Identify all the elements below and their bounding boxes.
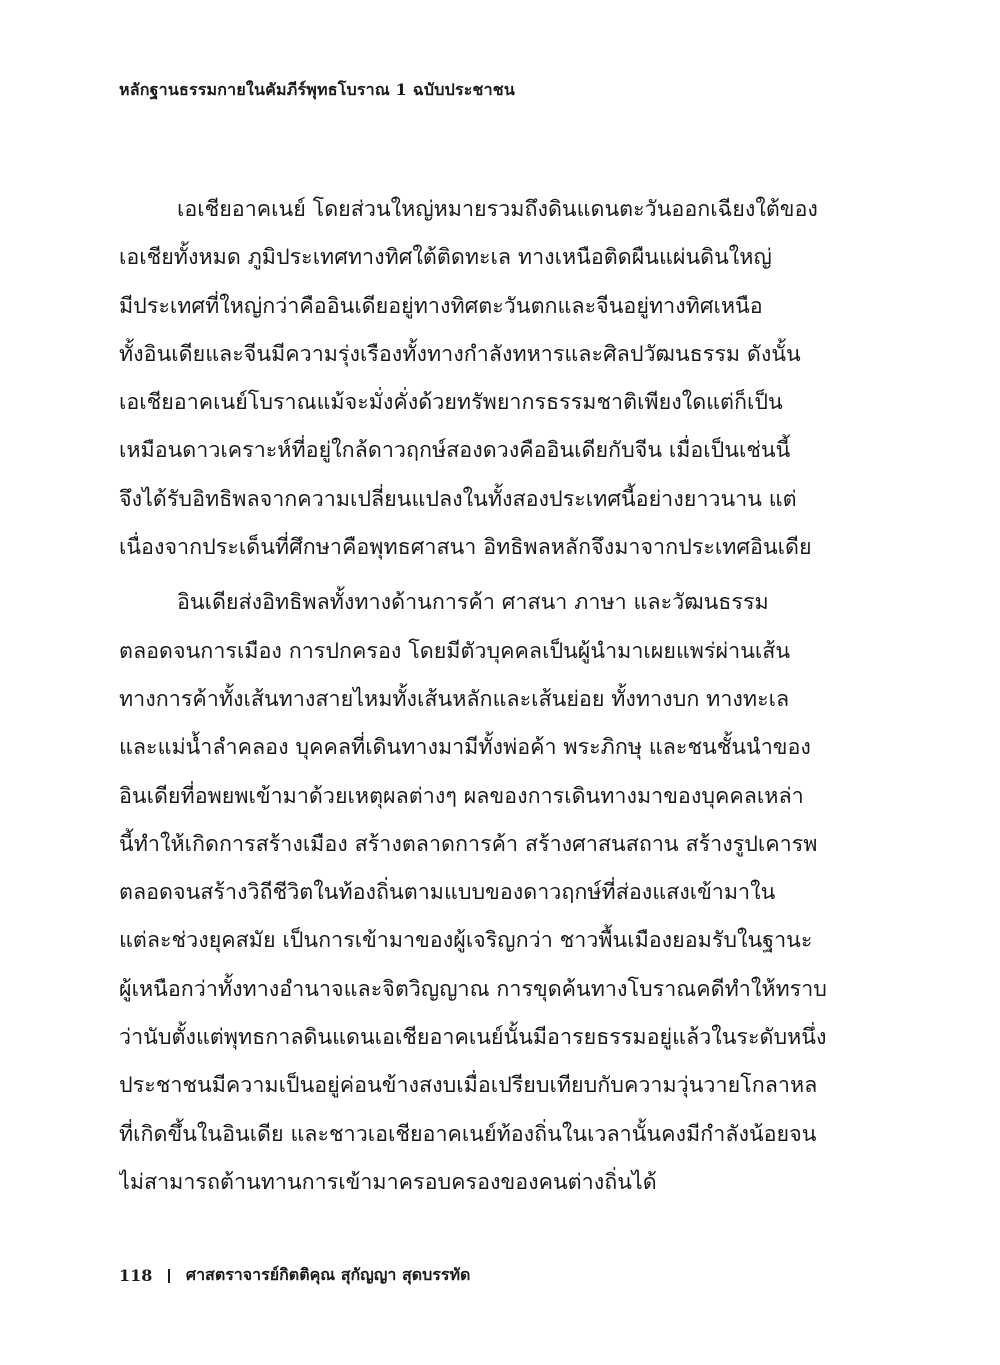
paragraph-1 — [119, 186, 859, 572]
text-line: อินเดียที่อพยพเข้ามาด้วยเหตุผลต่างๆ ผลของการเดินทางมาของบุคคลเหล่า — [119, 783, 804, 809]
running-header-title: หลักฐานธรรมกายในคัมภีร์พุทธโบราณ 1 ฉบับประชาชน — [119, 80, 515, 99]
text-line: เอเชียอาคเนย์ โดยส่วนใหญ่หมายรวมถึงดินแดนตะวันออกเฉียงใต้ของ — [177, 197, 818, 222]
text-line: เนื่องจากประเด็นที่ศึกษาคือพุทธศาสนา อิทธิพลหลักจึงมาจากประเทศอินเดีย — [119, 535, 812, 561]
paragraph-2 — [119, 579, 859, 1207]
text-line: ประชาชนมีความเป็นอยู่ค่อนข้างสงบเมื่อเปรียบเทียบกับความวุ่นวายโกลาหล — [119, 1073, 818, 1099]
text-line: เหมือนดาวเคราะห์ที่อยู่ใกล้ดาวฤกษ์สองดวงคืออินเดียกับจีน เมื่อเป็นเช่นนี้ — [119, 438, 791, 464]
text-line: ตลอดจนการเมือง การปกครอง โดยมีตัวบุคคลเป็นผู้นำมาเผยแพร่ผ่านเส้น — [119, 638, 791, 664]
text-line: ผู้เหนือกว่าทั้งทางอำนาจและจิตวิญญาณ การขุดค้นทางโบราณคดีทำให้ทราบ — [119, 976, 827, 1002]
text-line: เอเชียทั้งหมด ภูมิประเทศทางทิศใต้ติดทะเล ทางเหนือติดผืนแผ่นดินใหญ่ — [119, 245, 772, 271]
text-line: ที่เกิดขึ้นในอินเดีย และชาวเอเชียอาคเนย์ท้องถิ่นในเวลานั้นคงมีกำลังน้อยจน — [119, 1121, 817, 1147]
footer-divider — [168, 1269, 170, 1283]
text-line: และแม่น้ำลำคลอง บุคคลที่เดินทางมามีทั้งพ่อค้า พระภิกษุ และชนชั้นนำของ — [119, 735, 811, 761]
text-line: อินเดียส่งอิทธิพลทั้งทางด้านการค้า ศาสนา ภาษา และวัฒนธรรม — [177, 590, 769, 616]
page-footer — [119, 1263, 470, 1288]
text-line: ตลอดจนสร้างวิถีชีวิตในท้องถิ่นตามแบบของดาวฤกษ์ที่ส่องแสงเข้ามาใน — [119, 880, 776, 906]
text-line: ทางการค้าทั้งเส้นทางสายไหมทั้งเส้นหลักและเส้นย่อย ทั้งทางบก ทางทะเล — [119, 686, 790, 712]
footer-author: ศาสตราจารย์กิตติคุณ สุกัญญา สุดบรรทัด — [185, 1265, 471, 1284]
text-line: ว่านับตั้งแต่พุทธกาลดินแดนเอเชียอาคเนย์นั้นมีอารยธรรมอยู่แล้วในระดับหนึ่ง — [119, 1025, 827, 1051]
text-line: มีประเทศที่ใหญ่กว่าคืออินเดียอยู่ทางทิศตะวันตกและจีนอยู่ทางทิศเหนือ — [119, 293, 763, 319]
text-line: เอเชียอาคเนย์โบราณแม้จะมั่งคั่งด้วยทรัพยากรธรรมชาติเพียงใดแต่ก็เป็น — [119, 390, 783, 416]
page-number: 118 — [119, 1266, 153, 1285]
text-line: แต่ละช่วงยุคสมัย เป็นการเข้ามาของผู้เจริญกว่า ชาวพื้นเมืองยอมรับในฐานะ — [119, 928, 813, 954]
text-line: จึงได้รับอิทธิพลจากความเปลี่ยนแปลงในทั้งสองประเทศนี้อย่างยาวนาน แต่ — [119, 486, 797, 512]
text-line: ทั้งอินเดียและจีนมีความรุ่งเรืองทั้งทางกำลังทหารและศิลปวัฒนธรรม ดังนั้น — [119, 341, 801, 367]
text-line: นี้ทำให้เกิดการสร้างเมือง สร้างตลาดการค้า สร้างศาสนสถาน สร้างรูปเคารพ — [119, 831, 818, 857]
body-text — [119, 186, 859, 1214]
text-line: ไม่สามารถต้านทานการเข้ามาครอบครองของคนต่างถิ่นได้ — [119, 1169, 657, 1195]
